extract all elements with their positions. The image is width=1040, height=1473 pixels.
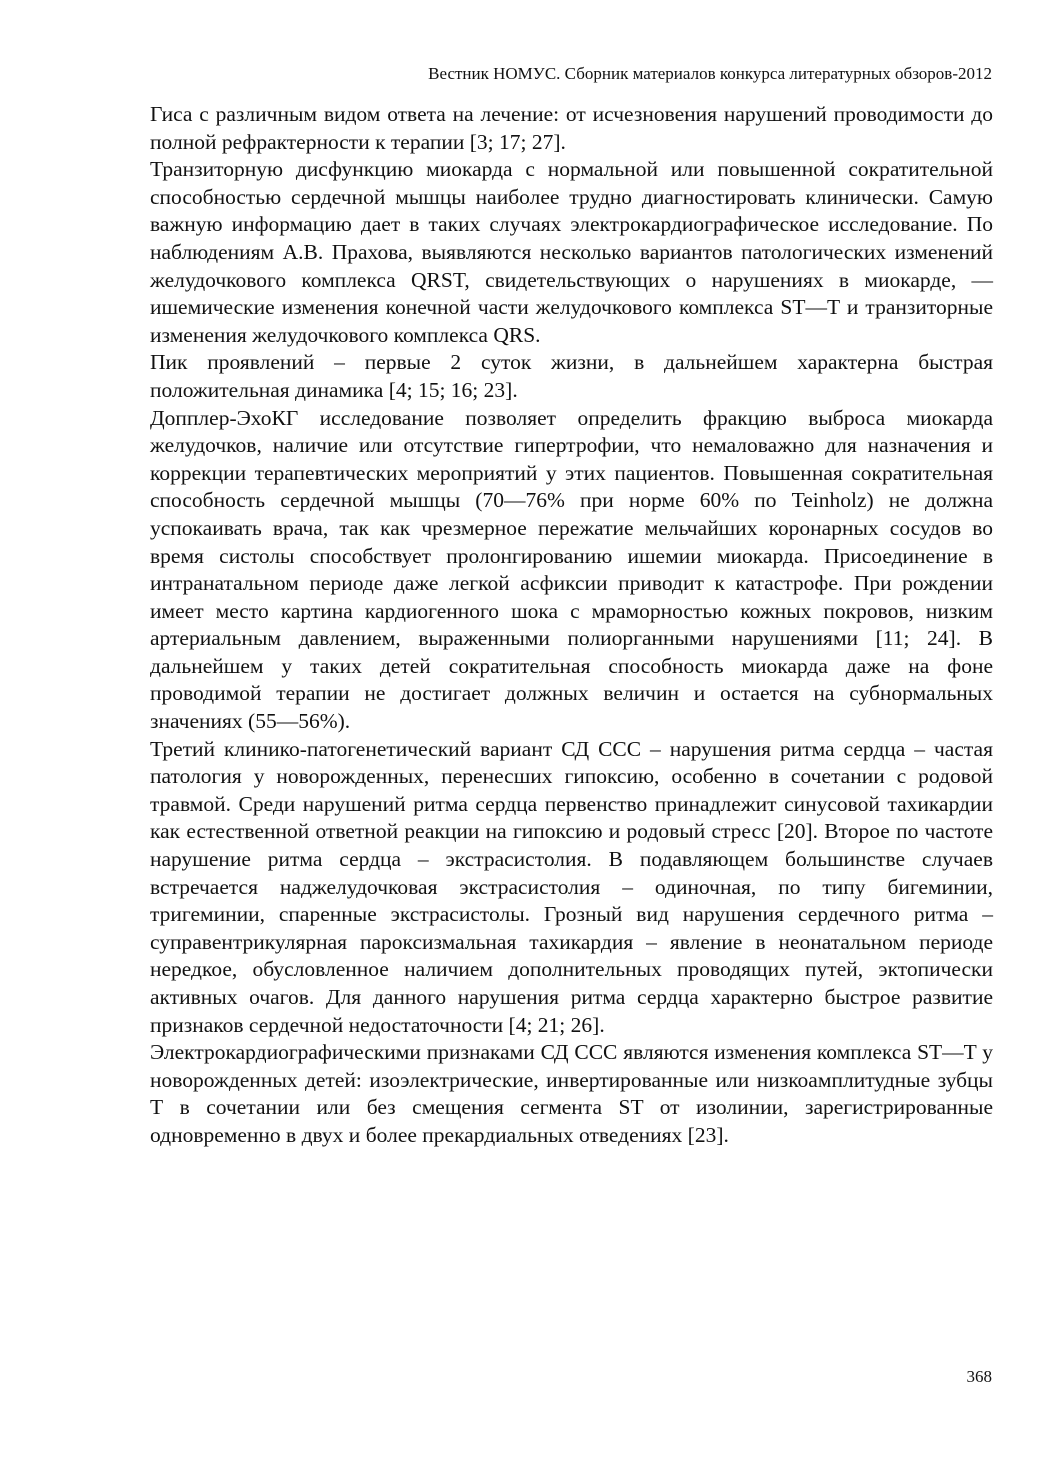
body-text <box>150 101 993 1150</box>
page-number: 368 <box>966 1367 992 1386</box>
paragraph: Гиса с различным видом ответа на лечение: от исчезновения нарушений проводимости до полной рефрактерности к терапии [3; 17; 27]. <box>150 102 993 154</box>
paragraph: Допплер-ЭхоКГ исследование позволяет определить фракцию выброса миокарда желудочков, наличие или отсутствие гипертрофии, что немаловажно для назначения и коррекции терапевтических мероприятий у этих пациентов. Повышенная сократительная способность сердечной мышцы (70—76% при норме 60% по Teinholz) не должна успокаивать врача, так как чрезмерное пережатие мельчайших коронарных сосудов во время систолы способствует пролонгированию ишемии миокарда. Присоединение в интранатальном периоде даже легкой асфиксии приводит к катастрофе. При рождении имеет место картина кардиогенного шока с мраморностью кожных покровов, низким артериальным давлением, выраженными полиорганными нарушениями [11; 24]. В дальнейшем у таких детей сократительная способность миокарда даже на фоне проводимой терапии не достигает должных величин и остается на субнормальных значениях (55—56%). <box>150 405 993 734</box>
running-header: Вестник НОМУС. Сборник материалов конкурса литературных обзоров-2012 <box>428 64 992 83</box>
paragraph: Электрокардиографическими признаками СД ССС являются изменения комплекса ST—T у новорожденных детей: изоэлектрические, инвертированные или низкоамплитудные зубцы Т в сочетании или без смещения сегмента ST от изолинии, зарегистрированные одновременно в двух и более прекардиальных отведениях [23]. <box>150 1040 993 1147</box>
paragraph: Пик проявлений – первые 2 суток жизни, в дальнейшем характерна быстрая положительная динамика [4; 15; 16; 23]. <box>150 350 993 402</box>
paragraph: Транзиторную дисфункцию миокарда с нормальной или повышенной сократительной способностью сердечной мышцы наиболее трудно диагностировать клинически. Самую важную информацию дает в таких случаях электрокардиографическое исследование. По наблюдениям А.В. Прахова, выявляются несколько вариантов патологических изменений желудочкового комплекса QRST, свидетельствующих о нарушениях в миокарде, — ишемические изменения конечной части желудочкового комплекса ST—T и транзиторные изменения желудочкового комплекса QRS. <box>150 157 993 347</box>
paragraph: Третий клинико-патогенетический вариант СД ССС – нарушения ритма сердца – частая патология у новорожденных, перенесших гипоксию, особенно в сочетании с родовой травмой. Среди нарушений ритма сердца первенство принадлежит синусовой тахикардии как естественной ответной реакции на гипоксию и родовый стресс [20]. Второе по частоте нарушение ритма сердца – экстрасистолия. В подавляющем большинстве случаев встречается наджелудочковая экстрасистолия – одиночная, по типу бигеминии, тригеминии, спаренные экстрасистолы. Грозный вид нарушения сердечного ритма – суправентрикулярная пароксизмальная тахикардия – явление в неонатальном периоде нередкое, обусловленное наличием дополнительных проводящих путей, эктопически активных очагов. Для данного нарушения ритма сердца характерно быстрое развитие признаков сердечной недостаточности [4; 21; 26]. <box>150 736 993 1037</box>
